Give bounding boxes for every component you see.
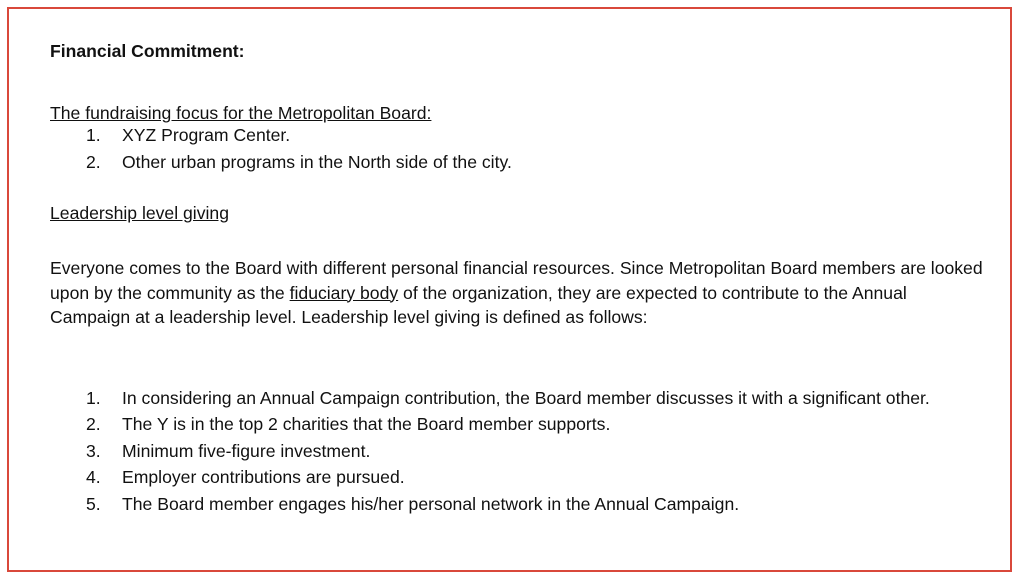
list-text: Minimum five-figure investment. [122, 440, 371, 461]
list-text: The Board member engages his/her personal network in the Annual Campaign. [122, 493, 740, 514]
list-number: 2. [86, 414, 101, 434]
list-text: In considering an Annual Campaign contribution, the Board member discusses it with a significant other. [122, 388, 930, 408]
list-item [86, 385, 966, 411]
paragraph-text-after: of the organization, they are expected to contribute to the Annual Campaign at a leadership level. Leadership level giving is defined as follows: [50, 282, 907, 327]
list-text: XYZ Program Center. [122, 125, 291, 145]
list-number: 4. [86, 467, 101, 487]
list-text: Other urban programs in the North side of the city. [122, 151, 512, 172]
list-item [86, 464, 966, 491]
giving-title: Leadership level giving [50, 203, 229, 223]
fiduciary-body-link: fiduciary body [289, 282, 399, 303]
list-item [86, 491, 966, 518]
list-item [86, 438, 966, 465]
body-paragraph [50, 256, 985, 330]
list-number: 1. [86, 125, 101, 145]
list-number: 3. [86, 440, 101, 461]
list-number: 2. [86, 151, 101, 172]
document-frame [7, 7, 1012, 572]
list-text: The Y is in the top 2 charities that the Board member supports. [122, 414, 611, 434]
section-heading: Financial Commitment: [50, 41, 245, 61]
list-item [86, 411, 966, 438]
list-text: Employer contributions are pursued. [122, 467, 405, 487]
focus-list [86, 122, 966, 175]
paragraph-text-before: Everyone comes to the Board with different personal financial resources. Since Metropolitan Board members are looked upon by the community as the [50, 258, 983, 303]
focus-title: The fundraising focus for the Metropolitan Board: [50, 103, 432, 123]
list-item [86, 122, 966, 149]
giving-list [86, 385, 966, 517]
list-item [86, 149, 966, 176]
list-number: 5. [86, 493, 101, 514]
list-number: 1. [86, 388, 101, 408]
